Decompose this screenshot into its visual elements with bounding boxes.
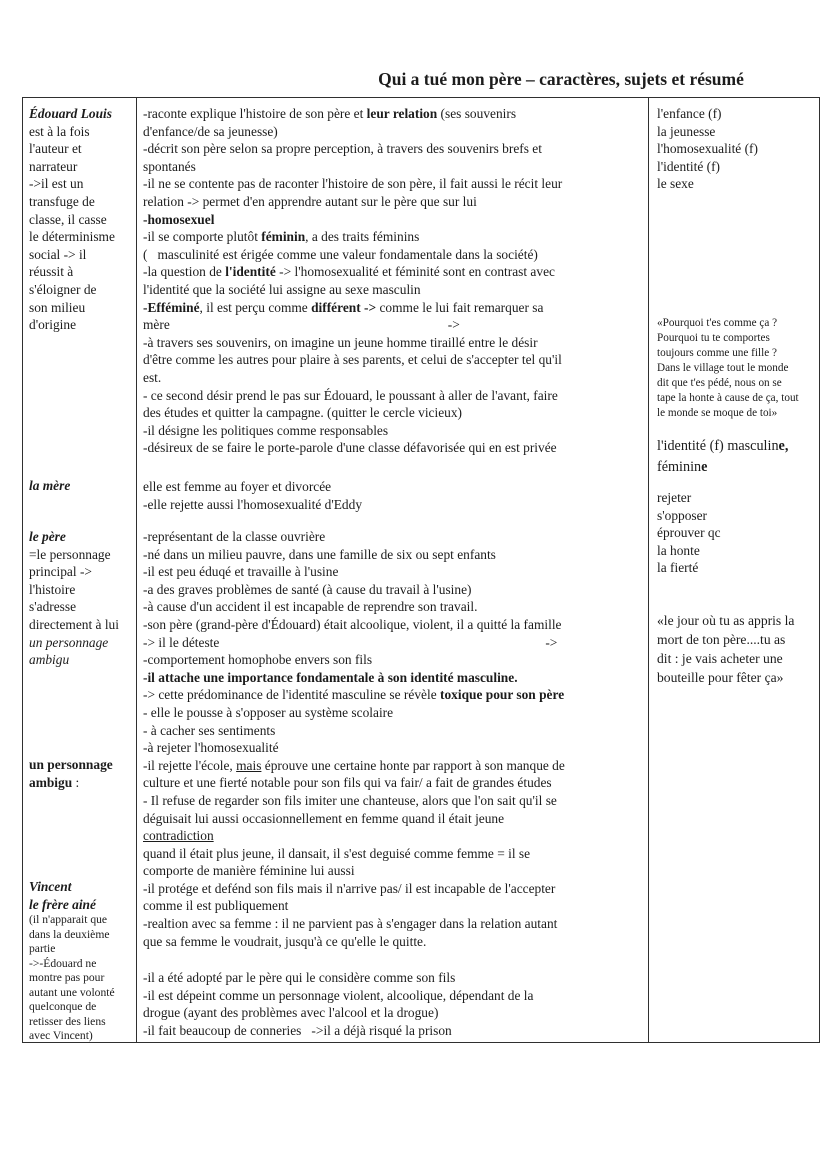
text-run: un personnage — [29, 634, 109, 650]
text-run: -> — [447, 317, 460, 333]
text-run: ambigu — [29, 652, 70, 668]
text-run: -à travers ses souvenirs, on imagine un jeune homme tiraillé entre le désir — [143, 334, 538, 350]
page-title: Qui a tué mon père – caractères, sujets et résumé — [378, 69, 744, 89]
text-run: féminin — [261, 229, 306, 245]
text-line — [657, 376, 818, 391]
text-run: : — [72, 774, 80, 790]
text-line — [29, 928, 135, 943]
text-run: -désireux de se faire le porte-parole d'une classe défavorisée qui en est privée — [143, 440, 557, 456]
text-run: - à cacher ses sentiments — [143, 722, 276, 738]
text-run: féminin — [657, 459, 702, 475]
text-line — [657, 489, 818, 507]
text-run: dit : je vais acheter une — [657, 651, 783, 666]
text-run: e, — [778, 438, 789, 454]
text-run: transfuge de — [29, 193, 95, 209]
text-line — [29, 140, 135, 158]
text-run: -elle rejette aussi l'homosexualité d'Eddy — [143, 496, 363, 512]
text-line — [143, 634, 647, 652]
text-line — [143, 810, 647, 828]
text-run: Édouard Louis — [29, 106, 112, 121]
text-run: «le jour où tu as appris la — [657, 613, 795, 628]
text-line — [143, 739, 647, 757]
text-line — [657, 361, 818, 376]
text-line — [29, 971, 135, 986]
text-line — [29, 1029, 135, 1042]
text-line — [657, 507, 818, 525]
text-line — [143, 105, 647, 123]
text-line — [29, 581, 135, 599]
text-run: l'identité que la société lui assigne au sexe masculin — [143, 281, 421, 297]
text-run: -à cause d'un accident il est incapable de reprendre son travail. — [143, 599, 478, 615]
vocab-themes — [657, 105, 818, 193]
text-line — [143, 915, 647, 933]
text-run: tape la honte à cause de ça, tout — [657, 392, 799, 404]
text-line — [657, 346, 818, 361]
text-line — [143, 845, 647, 863]
text-run: classe, il casse — [29, 211, 107, 227]
quote-mother — [657, 316, 818, 421]
text-line — [143, 722, 647, 740]
text-line — [143, 651, 647, 669]
text-run: narrateur — [29, 158, 78, 174]
text-run: le sexe — [657, 176, 694, 192]
text-line — [143, 933, 647, 951]
text-line — [29, 563, 135, 581]
text-line — [143, 880, 647, 898]
text-line — [657, 175, 818, 193]
text-line — [143, 897, 647, 915]
text-run: , il est perçu comme — [199, 299, 312, 315]
text-line — [143, 299, 647, 317]
text-run: son milieu — [29, 299, 86, 315]
text-line — [143, 598, 647, 616]
text-line — [143, 123, 647, 141]
text-run: - elle le pousse à s'opposer au système scolaire — [143, 704, 394, 720]
text-run: -> cette prédominance de l'identité masculine se révèle — [143, 687, 440, 703]
text-run: rejeter — [657, 490, 692, 505]
text-line — [143, 263, 647, 281]
text-line — [657, 524, 818, 542]
character-vincent-note — [29, 913, 135, 1042]
character-le-pere — [29, 528, 135, 669]
text-line — [143, 1022, 647, 1040]
text-line — [143, 369, 647, 387]
text-run: ->il est un — [29, 176, 84, 192]
text-line — [29, 123, 135, 141]
text-line — [657, 457, 818, 478]
text-run: -à rejeter l'homosexualité — [143, 740, 279, 756]
text-line — [29, 616, 135, 634]
text-run: l'identité — [225, 264, 276, 280]
text-line — [29, 598, 135, 616]
text-line — [29, 896, 135, 914]
text-line — [143, 211, 647, 229]
text-line — [657, 406, 818, 421]
text-line — [657, 649, 818, 668]
text-run: bouteille pour fêter ça» — [657, 670, 784, 685]
text-line — [143, 158, 647, 176]
text-line — [657, 436, 818, 457]
label-personnage-ambigu — [29, 756, 135, 791]
character-la-mere — [29, 477, 135, 495]
text-run: drogue (ayant des problèmes avec l'alcool et la drogue) — [143, 1005, 439, 1021]
text-line — [143, 546, 647, 564]
text-run: réussit à — [29, 264, 74, 280]
text-run: partie — [29, 942, 56, 955]
text-line — [143, 175, 647, 193]
text-run: l'histoire — [29, 581, 76, 597]
text-run: avec Vincent) — [29, 1029, 93, 1042]
text-run: -il ne se contente pas de raconter l'histoire de son père, il fait aussi le récit leur — [143, 176, 563, 192]
text-line — [657, 105, 818, 123]
column-characters — [23, 98, 137, 1042]
text-run: -né dans un milieu pauvre, dans une famille de six ou sept enfants — [143, 546, 496, 562]
text-line — [29, 756, 135, 774]
text-run: éprouve une certaine honte par rapport à son manque de — [261, 757, 565, 773]
text-run: -a des graves problèmes de santé (à cause du travail à l'usine) — [143, 581, 472, 597]
text-run: des études et quitter la campagne. (quitter le cercle vicieux) — [143, 405, 462, 421]
character-edouard-louis — [29, 105, 135, 334]
text-run: ->-Édouard ne — [29, 956, 97, 970]
text-line — [143, 616, 647, 634]
text-line — [29, 228, 135, 246]
quote-father-death — [657, 611, 818, 687]
text-line — [143, 827, 647, 845]
text-line — [29, 986, 135, 1001]
text-run: toxique pour son père — [440, 687, 565, 703]
text-run: un personnage — [29, 757, 113, 772]
text-run: le déterminisme — [29, 229, 115, 245]
text-line — [143, 387, 647, 405]
text-run: l'auteur et — [29, 141, 82, 157]
text-line — [29, 477, 135, 495]
text-line — [143, 581, 647, 599]
vocab-identite — [657, 436, 818, 478]
description-vincent — [143, 969, 647, 1039]
text-run: comme il est publiquement — [143, 898, 289, 914]
text-run: -> l'homosexualité et féminité sont en contrast avec — [275, 264, 555, 280]
text-run: le monde se moque de toi» — [657, 407, 778, 419]
text-run: -son père (grand-père d'Édouard) était alcoolique, violent, il a quitté la famille — [143, 616, 562, 632]
text-line — [143, 439, 647, 457]
text-run: -> il le déteste — [143, 634, 220, 650]
text-line — [143, 704, 647, 722]
notes-table — [22, 97, 820, 1043]
text-run: toujours comme une fille ? — [657, 347, 777, 359]
text-run: la honte — [657, 542, 700, 558]
text-run: contradiction — [143, 828, 214, 844]
text-run: quand il était plus jeune, il dansait, il s'est deguisé comme femme = il se — [143, 845, 531, 861]
text-line — [143, 1004, 647, 1022]
text-run: la mère — [29, 478, 71, 493]
text-run: autant une volonté — [29, 985, 115, 999]
column-description — [137, 98, 649, 1042]
text-run: -homosexuel — [143, 211, 215, 227]
text-run: culture et une fierté notable pour son fils qui va fair/ a fait de grandes études — [143, 775, 552, 791]
text-line — [143, 228, 647, 246]
text-line — [29, 774, 135, 792]
text-line — [29, 546, 135, 564]
text-run: -il est dépeint comme un personnage violent, alcoolique, dépendant de la — [143, 987, 534, 1003]
text-run: elle est femme au foyer et divorcée — [143, 479, 332, 494]
text-line — [29, 175, 135, 193]
description-pere — [143, 528, 647, 950]
text-run: -realtion avec sa femme : il ne parvient pas à s'engager dans la relation autant — [143, 916, 558, 932]
text-line — [143, 862, 647, 880]
text-run: -> — [545, 634, 558, 650]
text-run: comporte de manière féminine lui aussi — [143, 863, 355, 879]
text-line — [143, 246, 647, 264]
text-run: , a des traits féminins — [305, 229, 420, 245]
text-run: principal -> — [29, 564, 92, 580]
text-line — [29, 913, 135, 928]
description-edouard — [143, 105, 647, 457]
text-run: mais — [236, 757, 262, 773]
text-line — [657, 331, 818, 346]
text-run: s'adresse — [29, 599, 77, 615]
text-line — [29, 878, 135, 896]
text-run: l'identité (f) masculin — [657, 438, 779, 454]
text-line — [143, 757, 647, 775]
text-line — [29, 263, 135, 281]
text-run: social -> il — [29, 246, 87, 262]
text-run: leur relation — [366, 106, 438, 121]
text-line — [657, 158, 818, 176]
text-line — [143, 193, 647, 211]
text-line — [143, 140, 647, 158]
text-run: e — [701, 459, 708, 475]
text-line — [143, 563, 647, 581]
text-run: (il n'apparait que — [29, 913, 108, 926]
text-run: relation -> permet d'en apprendre autant sur le père que sur lui — [143, 193, 477, 209]
text-run: Pourquoi tu te comportes — [657, 332, 770, 344]
text-line — [143, 774, 647, 792]
text-line — [143, 478, 647, 496]
text-line — [657, 123, 818, 141]
text-run: -il est peu éduqé et travaille à l'usine — [143, 564, 339, 580]
text-run: -Efféminé — [143, 299, 200, 315]
text-run: «Pourquoi t'es comme ça ? — [657, 317, 778, 329]
text-line — [29, 634, 135, 652]
text-line — [29, 316, 135, 334]
text-run: =le personnage — [29, 546, 111, 562]
text-line — [143, 496, 647, 514]
text-line — [29, 957, 135, 972]
text-run: -décrit son père selon sa propre perception, à travers des souvenirs brefs et — [143, 141, 542, 157]
text-run: s'opposer — [657, 507, 708, 523]
text-line — [657, 316, 818, 331]
text-run: directement à lui — [29, 616, 119, 632]
text-run: s'éloigner de — [29, 281, 97, 297]
text-line — [657, 542, 818, 560]
text-line — [657, 559, 818, 577]
text-run: l'homosexualité (f) — [657, 141, 758, 157]
text-run: l'enfance (f) — [657, 106, 722, 121]
text-run: d'être comme les autres pour plaire à ses parents, et celui de s'accepter tel qu'il — [143, 352, 562, 368]
text-line — [143, 669, 647, 687]
text-run: -il fait beaucoup de conneries ->il a déjà risqué la prison — [143, 1022, 452, 1038]
text-line — [29, 1000, 135, 1015]
text-line — [29, 105, 135, 123]
text-line — [29, 281, 135, 299]
text-run: retisser des liens — [29, 1014, 106, 1028]
text-line — [143, 422, 647, 440]
text-line — [29, 211, 135, 229]
text-line — [143, 969, 647, 987]
text-line — [143, 281, 647, 299]
text-run: que sa femme le voudrait, jusqu'à ce qu'elle le quitte. — [143, 933, 427, 949]
text-run: -il protége et defénd son fils mais il n'arrive pas/ il est incapable de l'accepter — [143, 880, 556, 896]
text-run: -il attache une importance fondamentale à son identité masculine. — [143, 669, 518, 685]
text-line — [29, 528, 135, 546]
text-run: est à la fois — [29, 123, 90, 139]
text-run: ambigu — [29, 774, 73, 790]
text-run: l'identité (f) — [657, 158, 721, 174]
text-line — [143, 334, 647, 352]
text-line — [657, 611, 818, 630]
text-run: ( masculinité est érigée comme une valeur fondamentale dans la société) — [143, 246, 538, 262]
text-run: -raconte explique l'histoire de son père et — [143, 106, 367, 121]
text-line — [29, 1015, 135, 1030]
text-run: - ce second désir prend le pas sur Édouard, le poussant à aller de l'avant, faire — [143, 387, 558, 403]
character-vincent — [29, 878, 135, 913]
text-line — [143, 351, 647, 369]
text-line — [657, 140, 818, 158]
text-run: -comportement homophobe envers son fils — [143, 652, 373, 668]
text-run: le père — [29, 529, 66, 544]
text-run: d'origine — [29, 317, 77, 333]
vocab-verbs — [657, 489, 818, 577]
text-run: -il se comporte plutôt — [143, 229, 262, 245]
text-run: dit que t'es pédé, nous on se — [657, 377, 782, 389]
text-run: -il a été adopté par le père qui le considère comme son fils — [143, 970, 456, 985]
text-line — [29, 299, 135, 317]
text-run: mort de ton père....tu as — [657, 632, 786, 647]
text-run: éprouver qc — [657, 525, 721, 541]
text-line — [657, 630, 818, 649]
text-line — [29, 158, 135, 176]
text-run: Vincent — [29, 879, 72, 894]
text-run: mère — [143, 317, 170, 333]
text-run: montre pas pour — [29, 971, 105, 984]
text-run: spontanés — [143, 158, 196, 174]
text-run: comme le lui fait remarquer sa — [376, 299, 544, 315]
text-run: -il rejette l'école, — [143, 757, 237, 773]
text-line — [143, 987, 647, 1005]
text-run: la fierté — [657, 560, 699, 576]
text-run: le frère ainé — [29, 896, 96, 912]
text-run: - Il refuse de regarder son fils imiter une chanteuse, alors que l'on sait qu'il se — [143, 792, 557, 808]
text-line — [143, 792, 647, 810]
text-run: déguisait lui aussi occasionnellement en femme quand il était jeune — [143, 810, 505, 826]
column-vocabulary — [649, 98, 819, 1042]
description-mere — [143, 478, 647, 513]
text-line — [29, 651, 135, 669]
text-line — [29, 193, 135, 211]
text-run: différent -> — [311, 299, 377, 315]
text-run: -il désigne les politiques comme responsables — [143, 422, 389, 438]
text-run: est. — [143, 369, 162, 385]
text-run: -la question de — [143, 264, 226, 280]
text-line — [143, 686, 647, 704]
text-line — [29, 942, 135, 957]
text-run: quelconque de — [29, 1000, 97, 1013]
text-run: (ses souvenirs — [437, 106, 517, 121]
text-line — [143, 404, 647, 422]
text-run: la jeunesse — [657, 123, 716, 139]
text-run: d'enfance/de sa jeunesse) — [143, 123, 278, 139]
text-run: Dans le village tout le monde — [657, 362, 789, 374]
text-line — [657, 668, 818, 687]
text-run: -représentant de la classe ouvrière — [143, 529, 326, 544]
text-line — [143, 316, 647, 334]
text-line — [29, 246, 135, 264]
text-run: dans la deuxième — [29, 927, 110, 941]
text-line — [657, 391, 818, 406]
text-line — [143, 528, 647, 546]
